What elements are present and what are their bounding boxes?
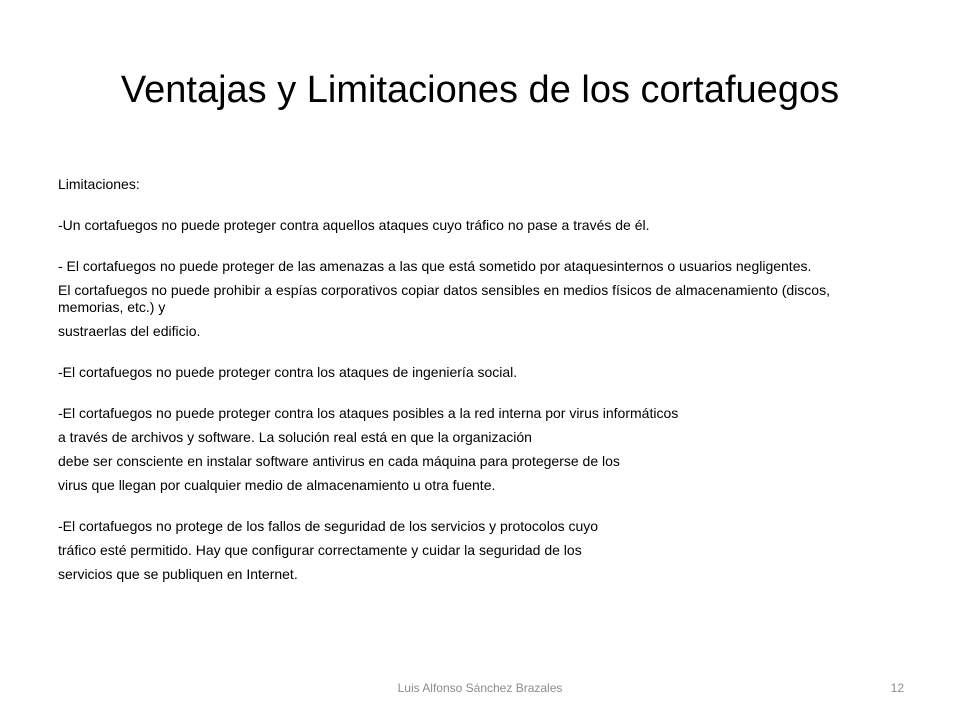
paragraph: servicios que se publiquen en Internet. [58, 566, 298, 582]
paragraph-heading: Limitaciones: [58, 176, 140, 192]
paragraph: -El cortafuegos no puede proteger contra los ataques posibles a la red interna por virus informáticos [58, 405, 679, 421]
paragraph: - El cortafuegos no puede proteger de las amenazas a las que está sometido por ataquesinternos o usuarios negligentes. [58, 258, 812, 274]
paragraph: tráfico esté permitido. Hay que configurar correctamente y cuidar la seguridad de los [58, 542, 582, 558]
paragraph: sustraerlas del edificio. [58, 323, 201, 339]
paragraph: a través de archivos y software. La solución real está en que la organización [58, 429, 532, 445]
paragraph: virus que llegan por cualquier medio de almacenamiento u otra fuente. [58, 477, 496, 493]
paragraph: -Un cortafuegos no puede proteger contra aquellos ataques cuyo tráfico no pase a través de él. [58, 217, 650, 233]
slide-body [58, 176, 888, 583]
paragraph: El cortafuegos no puede prohibir a espías corporativos copiar datos sensibles en medios físicos de almacenamiento (discos, memorias, etc.) y [58, 282, 830, 315]
paragraph: -El cortafuegos no protege de los fallos de seguridad de los servicios y protocolos cuyo [58, 518, 599, 534]
paragraph: -El cortafuegos no puede proteger contra los ataques de ingeniería social. [58, 364, 518, 380]
slide-title: Ventajas y Limitaciones de los cortafuegos [120, 69, 840, 111]
footer-author: Luis Alfonso Sánchez Brazales [397, 681, 563, 695]
page-number: 12 [890, 681, 904, 695]
paragraph: debe ser consciente en instalar software antivirus en cada máquina para protegerse de los [58, 453, 620, 469]
